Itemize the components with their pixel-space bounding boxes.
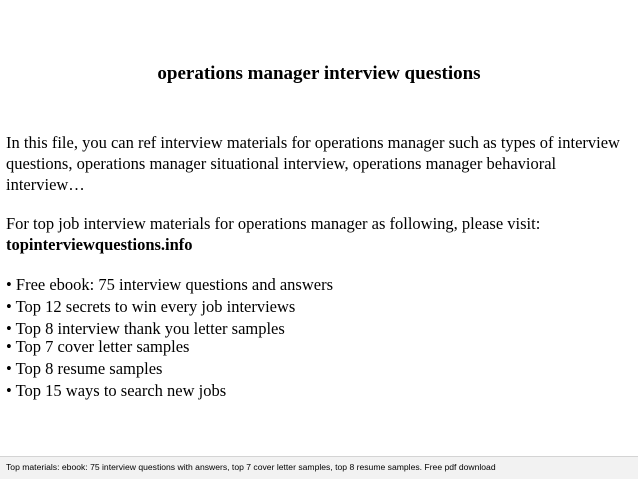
list-item: • Top 7 cover letter samples [6,337,190,356]
page-title: operations manager interview questions [157,63,481,84]
list-item: • Free ebook: 75 interview questions and answers [6,275,333,294]
list-item: • Top 8 interview thank you letter samples [6,319,285,338]
visit-paragraph [6,213,632,255]
intro-paragraph: In this file, you can ref interview materials for operations manager such as types of interview questions, operations manager situational interview, operations manager behavioral interview… [6,133,620,194]
footer-text: Top materials: ebook: 75 interview questions with answers, top 7 cover letter samples, top 8 resume samples. Free pdf download [6,462,496,472]
site-link[interactable]: topinterviewquestions.info [6,235,193,254]
footer-bar [0,456,638,479]
list-item: • Top 15 ways to search new jobs [6,381,227,400]
visit-text: For top job interview materials for operations manager as following, please visit: [6,214,541,233]
list-item: • Top 12 secrets to win every job interviews [6,297,296,316]
materials-list [6,274,632,401]
list-item: • Top 8 resume samples [6,359,163,378]
